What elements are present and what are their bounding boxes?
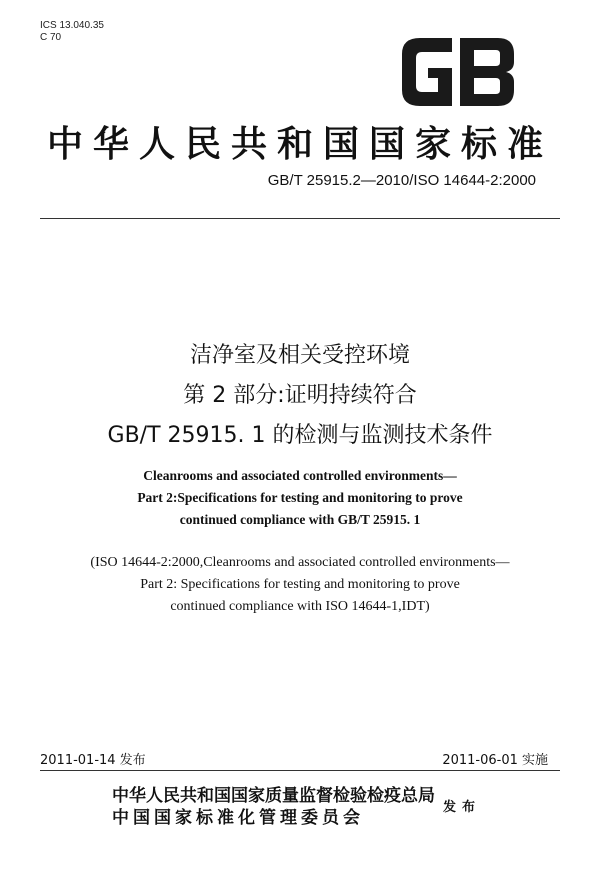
publish-label: 发布 <box>443 800 482 815</box>
ccs-code: C 70 <box>40 32 62 43</box>
iso-reference <box>0 552 600 618</box>
issuer-line1: 中华人民共和国国家质量监督检验检疫总局 <box>112 786 435 806</box>
chinese-title-line2: 第 2 部分:证明持续符合 <box>183 383 417 408</box>
issuer-line2: 中国国家标准化管理委员会 <box>112 808 364 828</box>
gb-logo <box>398 34 518 110</box>
standard-number: GB/T 25915.2—2010/ISO 14644-2:2000 <box>267 172 536 189</box>
iso-reference-line3: continued compliance with ISO 14644-1,IDT) <box>170 599 430 614</box>
english-title-line3: continued compliance with GB/T 25915. 1 <box>179 512 421 527</box>
iso-reference-line2: Part 2: Specifications for testing and monitoring to prove <box>140 577 460 592</box>
chinese-title <box>0 336 600 456</box>
english-title <box>0 465 600 531</box>
implementation-date: 2011-06-01 实施 <box>442 753 548 768</box>
classification-codes <box>40 20 104 44</box>
issuing-authorities <box>112 785 435 829</box>
footer-divider <box>40 770 560 771</box>
header-divider <box>40 218 560 219</box>
standard-title: 中华人民共和国国家标准 <box>46 124 553 165</box>
english-title-line2: Part 2:Specifications for testing and monitoring to prove <box>137 490 463 505</box>
ics-code: ICS 13.040.35 <box>40 20 104 31</box>
english-title-line1: Cleanrooms and associated controlled environments— <box>143 468 457 483</box>
chinese-title-line3: GB/T 25915. 1 的检测与监测技术条件 <box>107 423 493 448</box>
chinese-title-line1: 洁净室及相关受控环境 <box>189 343 410 368</box>
iso-reference-line1: (ISO 14644-2:2000,Cleanrooms and associated controlled environments— <box>90 555 510 570</box>
issue-date: 2011-01-14 发布 <box>40 753 146 768</box>
